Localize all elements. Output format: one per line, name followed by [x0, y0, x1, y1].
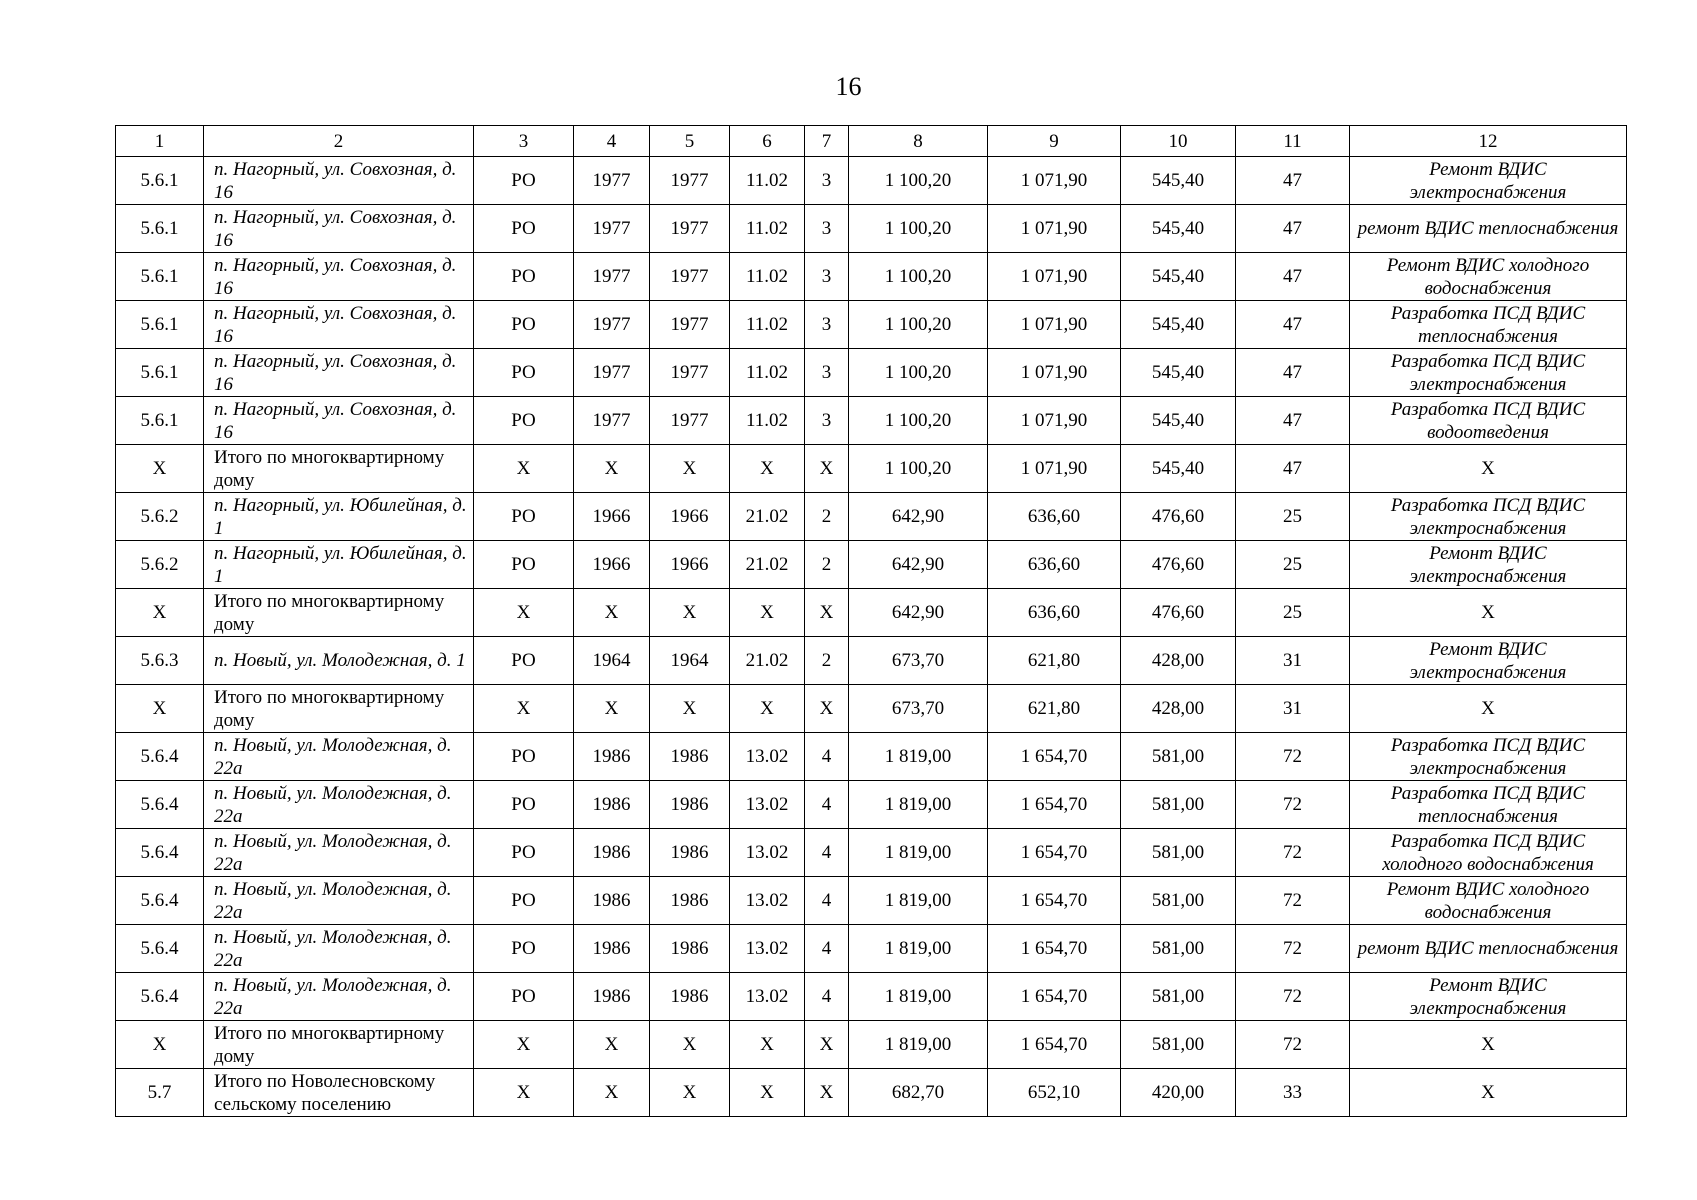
- year-built-cell: Х: [574, 1069, 650, 1117]
- total-area-cell: 642,90: [849, 541, 988, 589]
- floors-cell: 3: [805, 253, 849, 301]
- total-area-cell: 673,70: [849, 685, 988, 733]
- year-commissioned-cell: Х: [650, 1021, 730, 1069]
- address-cell: п. Новый, ул. Молодежная, д. 22а: [204, 829, 474, 877]
- work-type-cell: Разработка ПСД ВДИС электроснабжения: [1350, 493, 1627, 541]
- floors-cell: 3: [805, 157, 849, 205]
- table-row: [116, 877, 1627, 925]
- table-row: [116, 493, 1627, 541]
- table-row: [116, 301, 1627, 349]
- total-row: [116, 1021, 1627, 1069]
- area-col-10-cell: 428,00: [1121, 685, 1236, 733]
- wall-material-cell: 11.02: [730, 157, 805, 205]
- work-type-cell: Разработка ПСД ВДИС холодного водоснабжения: [1350, 829, 1627, 877]
- living-area-cell: 1 071,90: [988, 445, 1121, 493]
- table-row: [116, 397, 1627, 445]
- type-cell: РО: [474, 829, 574, 877]
- year-commissioned-cell: 1977: [650, 349, 730, 397]
- year-commissioned-cell: Х: [650, 445, 730, 493]
- address-cell: Итого по многоквартирному дому: [204, 685, 474, 733]
- residents-cell: 72: [1236, 973, 1350, 1021]
- year-commissioned-cell: 1964: [650, 637, 730, 685]
- table-row: [116, 205, 1627, 253]
- living-area-cell: 1 654,70: [988, 781, 1121, 829]
- table-row: [116, 925, 1627, 973]
- residents-cell: 25: [1236, 493, 1350, 541]
- type-cell: РО: [474, 877, 574, 925]
- type-cell: РО: [474, 781, 574, 829]
- area-col-10-cell: 545,40: [1121, 445, 1236, 493]
- total-area-cell: 1 100,20: [849, 301, 988, 349]
- total-area-cell: 1 819,00: [849, 925, 988, 973]
- floors-cell: 4: [805, 925, 849, 973]
- residents-cell: 47: [1236, 445, 1350, 493]
- column-header-5: 5: [650, 126, 730, 157]
- year-built-cell: 1977: [574, 301, 650, 349]
- area-col-10-cell: 476,60: [1121, 493, 1236, 541]
- address-cell: п. Новый, ул. Молодежная, д. 22а: [204, 781, 474, 829]
- living-area-cell: 1 654,70: [988, 973, 1121, 1021]
- work-type-cell: Разработка ПСД ВДИС теплоснабжения: [1350, 781, 1627, 829]
- residents-cell: 72: [1236, 925, 1350, 973]
- wall-material-cell: 11.02: [730, 301, 805, 349]
- type-cell: РО: [474, 493, 574, 541]
- area-col-10-cell: 545,40: [1121, 253, 1236, 301]
- year-built-cell: 1986: [574, 877, 650, 925]
- floors-cell: 4: [805, 781, 849, 829]
- item-number-cell: 5.6.1: [116, 301, 204, 349]
- year-commissioned-cell: 1977: [650, 397, 730, 445]
- year-commissioned-cell: Х: [650, 1069, 730, 1117]
- table-row: [116, 349, 1627, 397]
- work-type-cell: Х: [1350, 445, 1627, 493]
- wall-material-cell: 21.02: [730, 541, 805, 589]
- year-commissioned-cell: 1986: [650, 829, 730, 877]
- housing-repair-table: [115, 125, 1627, 1117]
- work-type-cell: Х: [1350, 589, 1627, 637]
- type-cell: Х: [474, 1021, 574, 1069]
- total-area-cell: 642,90: [849, 493, 988, 541]
- floors-cell: 2: [805, 637, 849, 685]
- item-number-cell: Х: [116, 445, 204, 493]
- floors-cell: 2: [805, 493, 849, 541]
- area-col-10-cell: 476,60: [1121, 541, 1236, 589]
- residents-cell: 72: [1236, 829, 1350, 877]
- item-number-cell: Х: [116, 589, 204, 637]
- floors-cell: 4: [805, 877, 849, 925]
- address-cell: п. Нагорный, ул. Совхозная, д. 16: [204, 205, 474, 253]
- address-cell: п. Новый, ул. Молодежная, д. 22а: [204, 733, 474, 781]
- year-commissioned-cell: 1986: [650, 877, 730, 925]
- area-col-10-cell: 545,40: [1121, 301, 1236, 349]
- work-type-cell: Разработка ПСД ВДИС электроснабжения: [1350, 349, 1627, 397]
- wall-material-cell: 21.02: [730, 637, 805, 685]
- floors-cell: 2: [805, 541, 849, 589]
- table-row: [116, 541, 1627, 589]
- floors-cell: 3: [805, 349, 849, 397]
- year-commissioned-cell: 1986: [650, 925, 730, 973]
- work-type-cell: Х: [1350, 1021, 1627, 1069]
- year-built-cell: 1977: [574, 397, 650, 445]
- year-built-cell: 1977: [574, 349, 650, 397]
- table-row: [116, 157, 1627, 205]
- wall-material-cell: 11.02: [730, 253, 805, 301]
- year-built-cell: 1977: [574, 157, 650, 205]
- area-col-10-cell: 581,00: [1121, 1021, 1236, 1069]
- area-col-10-cell: 428,00: [1121, 637, 1236, 685]
- item-number-cell: 5.6.4: [116, 877, 204, 925]
- residents-cell: 33: [1236, 1069, 1350, 1117]
- residents-cell: 72: [1236, 733, 1350, 781]
- table-row: [116, 781, 1627, 829]
- residents-cell: 31: [1236, 685, 1350, 733]
- wall-material-cell: Х: [730, 685, 805, 733]
- floors-cell: 4: [805, 733, 849, 781]
- wall-material-cell: 11.02: [730, 397, 805, 445]
- living-area-cell: 636,60: [988, 589, 1121, 637]
- living-area-cell: 1 071,90: [988, 349, 1121, 397]
- item-number-cell: 5.6.4: [116, 925, 204, 973]
- total-area-cell: 1 100,20: [849, 349, 988, 397]
- wall-material-cell: Х: [730, 1021, 805, 1069]
- floors-cell: Х: [805, 589, 849, 637]
- year-built-cell: Х: [574, 685, 650, 733]
- address-cell: п. Нагорный, ул. Совхозная, д. 16: [204, 253, 474, 301]
- year-commissioned-cell: 1977: [650, 157, 730, 205]
- total-area-cell: 1 819,00: [849, 829, 988, 877]
- table-row: [116, 733, 1627, 781]
- year-commissioned-cell: Х: [650, 685, 730, 733]
- floors-cell: Х: [805, 685, 849, 733]
- residents-cell: 47: [1236, 205, 1350, 253]
- address-cell: Итого по многоквартирному дому: [204, 1021, 474, 1069]
- column-header-4: 4: [574, 126, 650, 157]
- page-number: 16: [835, 72, 862, 101]
- column-header-6: 6: [730, 126, 805, 157]
- area-col-10-cell: 545,40: [1121, 349, 1236, 397]
- type-cell: РО: [474, 541, 574, 589]
- column-header-12: 12: [1350, 126, 1627, 157]
- floors-cell: Х: [805, 1069, 849, 1117]
- work-type-cell: Разработка ПСД ВДИС электроснабжения: [1350, 733, 1627, 781]
- floors-cell: 3: [805, 205, 849, 253]
- type-cell: РО: [474, 253, 574, 301]
- column-header-1: 1: [116, 126, 204, 157]
- residents-cell: 25: [1236, 589, 1350, 637]
- table-row: [116, 829, 1627, 877]
- address-cell: п. Нагорный, ул. Юбилейная, д. 1: [204, 541, 474, 589]
- residents-cell: 72: [1236, 781, 1350, 829]
- work-type-cell: Ремонт ВДИС холодного водоснабжения: [1350, 253, 1627, 301]
- residents-cell: 47: [1236, 157, 1350, 205]
- type-cell: РО: [474, 397, 574, 445]
- type-cell: Х: [474, 445, 574, 493]
- address-cell: п. Новый, ул. Молодежная, д. 22а: [204, 973, 474, 1021]
- wall-material-cell: 13.02: [730, 925, 805, 973]
- total-row: [116, 445, 1627, 493]
- area-col-10-cell: 581,00: [1121, 925, 1236, 973]
- type-cell: РО: [474, 301, 574, 349]
- type-cell: Х: [474, 589, 574, 637]
- item-number-cell: 5.6.1: [116, 157, 204, 205]
- total-area-cell: 1 100,20: [849, 253, 988, 301]
- total-area-cell: 682,70: [849, 1069, 988, 1117]
- work-type-cell: Ремонт ВДИС электроснабжения: [1350, 541, 1627, 589]
- residents-cell: 47: [1236, 301, 1350, 349]
- area-col-10-cell: 581,00: [1121, 829, 1236, 877]
- area-col-10-cell: 476,60: [1121, 589, 1236, 637]
- year-built-cell: Х: [574, 1021, 650, 1069]
- living-area-cell: 636,60: [988, 493, 1121, 541]
- residents-cell: 47: [1236, 397, 1350, 445]
- work-type-cell: ремонт ВДИС теплоснабжения: [1350, 205, 1627, 253]
- year-built-cell: Х: [574, 445, 650, 493]
- address-cell: п. Нагорный, ул. Совхозная, д. 16: [204, 157, 474, 205]
- living-area-cell: 1 654,70: [988, 1021, 1121, 1069]
- wall-material-cell: Х: [730, 1069, 805, 1117]
- column-header-10: 10: [1121, 126, 1236, 157]
- total-row: [116, 685, 1627, 733]
- wall-material-cell: 13.02: [730, 973, 805, 1021]
- wall-material-cell: 13.02: [730, 829, 805, 877]
- wall-material-cell: Х: [730, 445, 805, 493]
- table-row: [116, 973, 1627, 1021]
- living-area-cell: 621,80: [988, 637, 1121, 685]
- residents-cell: 47: [1236, 253, 1350, 301]
- total-area-cell: 1 819,00: [849, 973, 988, 1021]
- year-built-cell: 1966: [574, 541, 650, 589]
- address-cell: Итого по Новолесновскому сельскому поселению: [204, 1069, 474, 1117]
- living-area-cell: 1 071,90: [988, 253, 1121, 301]
- residents-cell: 72: [1236, 877, 1350, 925]
- year-commissioned-cell: 1966: [650, 541, 730, 589]
- living-area-cell: 1 071,90: [988, 301, 1121, 349]
- living-area-cell: 1 654,70: [988, 925, 1121, 973]
- item-number-cell: 5.6.3: [116, 637, 204, 685]
- year-built-cell: 1986: [574, 925, 650, 973]
- year-commissioned-cell: 1977: [650, 301, 730, 349]
- work-type-cell: Х: [1350, 1069, 1627, 1117]
- wall-material-cell: 13.02: [730, 733, 805, 781]
- item-number-cell: 5.6.4: [116, 781, 204, 829]
- year-built-cell: 1986: [574, 781, 650, 829]
- year-built-cell: 1986: [574, 973, 650, 1021]
- wall-material-cell: 11.02: [730, 349, 805, 397]
- table-row: [116, 637, 1627, 685]
- living-area-cell: 652,10: [988, 1069, 1121, 1117]
- item-number-cell: 5.6.2: [116, 541, 204, 589]
- residents-cell: 25: [1236, 541, 1350, 589]
- area-col-10-cell: 581,00: [1121, 973, 1236, 1021]
- year-commissioned-cell: 1986: [650, 781, 730, 829]
- wall-material-cell: Х: [730, 589, 805, 637]
- work-type-cell: Ремонт ВДИС электроснабжения: [1350, 637, 1627, 685]
- total-area-cell: 1 819,00: [849, 733, 988, 781]
- year-commissioned-cell: Х: [650, 589, 730, 637]
- year-built-cell: 1977: [574, 205, 650, 253]
- area-col-10-cell: 545,40: [1121, 157, 1236, 205]
- residents-cell: 31: [1236, 637, 1350, 685]
- table-body: [116, 157, 1627, 1117]
- area-col-10-cell: 545,40: [1121, 397, 1236, 445]
- living-area-cell: 1 071,90: [988, 205, 1121, 253]
- item-number-cell: Х: [116, 1021, 204, 1069]
- type-cell: РО: [474, 205, 574, 253]
- living-area-cell: 1 654,70: [988, 877, 1121, 925]
- wall-material-cell: 21.02: [730, 493, 805, 541]
- type-cell: РО: [474, 925, 574, 973]
- floors-cell: Х: [805, 445, 849, 493]
- total-area-cell: 673,70: [849, 637, 988, 685]
- total-row: [116, 1069, 1627, 1117]
- total-area-cell: 642,90: [849, 589, 988, 637]
- address-cell: Итого по многоквартирному дому: [204, 445, 474, 493]
- work-type-cell: ремонт ВДИС теплоснабжения: [1350, 925, 1627, 973]
- type-cell: Х: [474, 1069, 574, 1117]
- total-area-cell: 1 100,20: [849, 205, 988, 253]
- address-cell: п. Новый, ул. Молодежная, д. 22а: [204, 925, 474, 973]
- area-col-10-cell: 420,00: [1121, 1069, 1236, 1117]
- type-cell: Х: [474, 685, 574, 733]
- column-header-9: 9: [988, 126, 1121, 157]
- total-area-cell: 1 819,00: [849, 781, 988, 829]
- item-number-cell: Х: [116, 685, 204, 733]
- item-number-cell: 5.6.4: [116, 973, 204, 1021]
- year-built-cell: 1977: [574, 253, 650, 301]
- address-cell: п. Новый, ул. Молодежная, д. 1: [204, 637, 474, 685]
- type-cell: РО: [474, 157, 574, 205]
- living-area-cell: 1 654,70: [988, 829, 1121, 877]
- work-type-cell: Х: [1350, 685, 1627, 733]
- total-area-cell: 1 100,20: [849, 157, 988, 205]
- header-row: [116, 126, 1627, 157]
- address-cell: п. Нагорный, ул. Совхозная, д. 16: [204, 397, 474, 445]
- address-cell: Итого по многоквартирному дому: [204, 589, 474, 637]
- year-commissioned-cell: 1986: [650, 733, 730, 781]
- work-type-cell: Ремонт ВДИС холодного водоснабжения: [1350, 877, 1627, 925]
- area-col-10-cell: 545,40: [1121, 205, 1236, 253]
- living-area-cell: 1 071,90: [988, 397, 1121, 445]
- total-area-cell: 1 100,20: [849, 397, 988, 445]
- column-header-3: 3: [474, 126, 574, 157]
- item-number-cell: 5.6.1: [116, 349, 204, 397]
- floors-cell: Х: [805, 1021, 849, 1069]
- year-commissioned-cell: 1966: [650, 493, 730, 541]
- item-number-cell: 5.6.4: [116, 733, 204, 781]
- total-area-cell: 1 100,20: [849, 445, 988, 493]
- residents-cell: 47: [1236, 349, 1350, 397]
- floors-cell: 4: [805, 829, 849, 877]
- year-built-cell: 1986: [574, 733, 650, 781]
- column-header-8: 8: [849, 126, 988, 157]
- year-commissioned-cell: 1977: [650, 205, 730, 253]
- work-type-cell: Ремонт ВДИС электроснабжения: [1350, 157, 1627, 205]
- item-number-cell: 5.6.2: [116, 493, 204, 541]
- type-cell: РО: [474, 973, 574, 1021]
- type-cell: РО: [474, 733, 574, 781]
- item-number-cell: 5.6.1: [116, 205, 204, 253]
- item-number-cell: 5.7: [116, 1069, 204, 1117]
- floors-cell: 3: [805, 397, 849, 445]
- type-cell: РО: [474, 637, 574, 685]
- floors-cell: 4: [805, 973, 849, 1021]
- item-number-cell: 5.6.1: [116, 397, 204, 445]
- item-number-cell: 5.6.4: [116, 829, 204, 877]
- address-cell: п. Новый, ул. Молодежная, д. 22а: [204, 877, 474, 925]
- residents-cell: 72: [1236, 1021, 1350, 1069]
- living-area-cell: 1 071,90: [988, 157, 1121, 205]
- floors-cell: 3: [805, 301, 849, 349]
- type-cell: РО: [474, 349, 574, 397]
- column-header-11: 11: [1236, 126, 1350, 157]
- column-header-2: 2: [204, 126, 474, 157]
- table-row: [116, 253, 1627, 301]
- area-col-10-cell: 581,00: [1121, 781, 1236, 829]
- year-built-cell: 1964: [574, 637, 650, 685]
- year-commissioned-cell: 1977: [650, 253, 730, 301]
- year-built-cell: Х: [574, 589, 650, 637]
- table-header: [116, 126, 1627, 157]
- total-row: [116, 589, 1627, 637]
- total-area-cell: 1 819,00: [849, 877, 988, 925]
- address-cell: п. Нагорный, ул. Юбилейная, д. 1: [204, 493, 474, 541]
- wall-material-cell: 13.02: [730, 781, 805, 829]
- living-area-cell: 621,80: [988, 685, 1121, 733]
- item-number-cell: 5.6.1: [116, 253, 204, 301]
- year-built-cell: 1986: [574, 829, 650, 877]
- column-header-7: 7: [805, 126, 849, 157]
- address-cell: п. Нагорный, ул. Совхозная, д. 16: [204, 301, 474, 349]
- address-cell: п. Нагорный, ул. Совхозная, д. 16: [204, 349, 474, 397]
- living-area-cell: 1 654,70: [988, 733, 1121, 781]
- work-type-cell: Разработка ПСД ВДИС водоотведения: [1350, 397, 1627, 445]
- work-type-cell: Ремонт ВДИС электроснабжения: [1350, 973, 1627, 1021]
- wall-material-cell: 11.02: [730, 205, 805, 253]
- year-built-cell: 1966: [574, 493, 650, 541]
- year-commissioned-cell: 1986: [650, 973, 730, 1021]
- area-col-10-cell: 581,00: [1121, 733, 1236, 781]
- area-col-10-cell: 581,00: [1121, 877, 1236, 925]
- total-area-cell: 1 819,00: [849, 1021, 988, 1069]
- living-area-cell: 636,60: [988, 541, 1121, 589]
- wall-material-cell: 13.02: [730, 877, 805, 925]
- work-type-cell: Разработка ПСД ВДИС теплоснабжения: [1350, 301, 1627, 349]
